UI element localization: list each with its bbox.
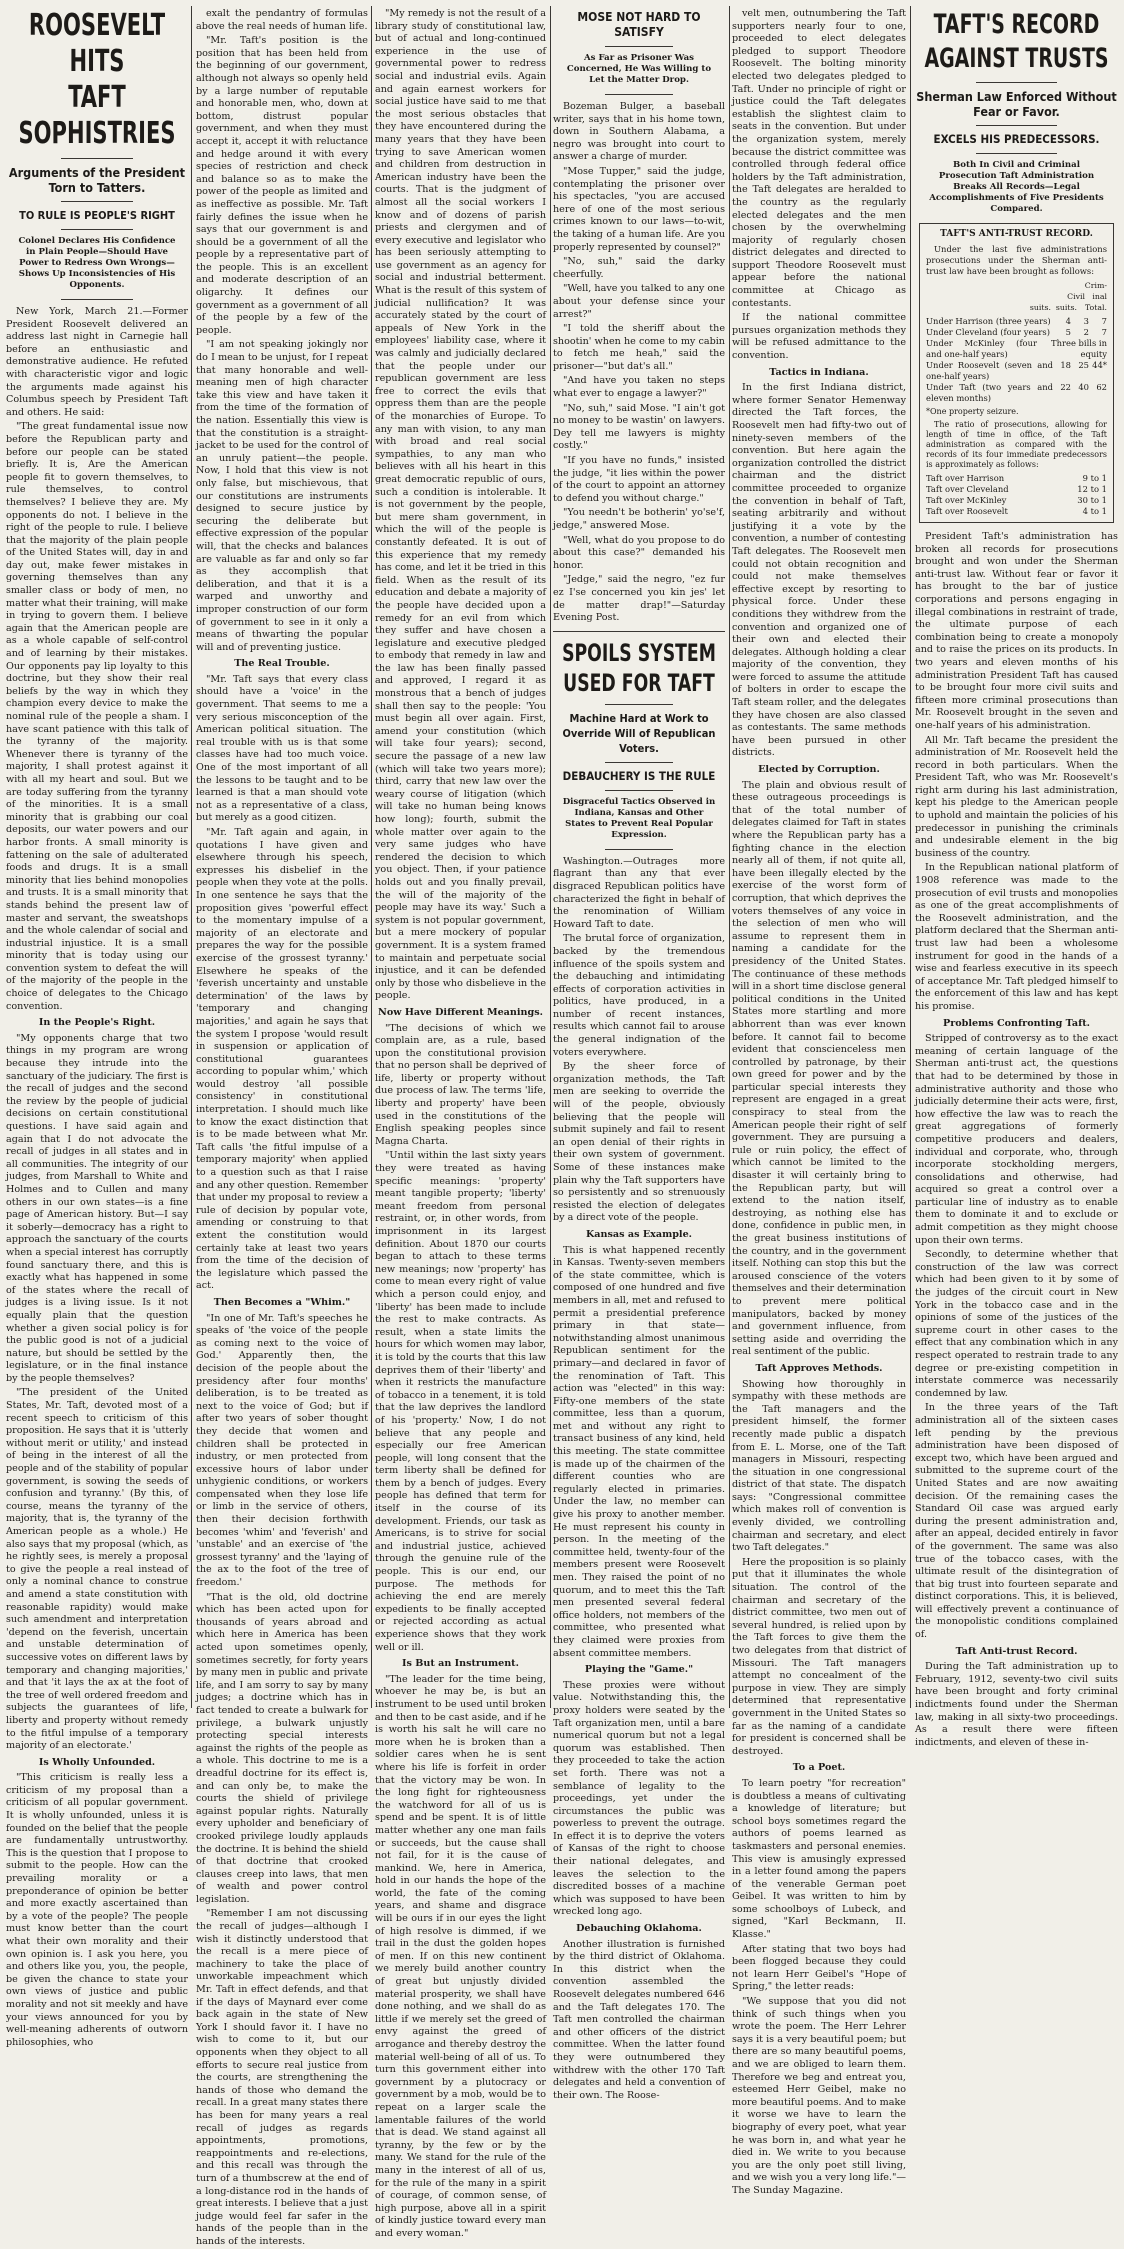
headline-line: ROOSEVELT HITS <box>28 8 166 79</box>
paragraph: Bozeman Bulger, a baseball writer, says that in his home town, down in Southern Alabama, a negro was brought into court to answer a charge of murder. <box>553 101 725 163</box>
table-row <box>926 327 1107 338</box>
paragraph: "Until within the last sixty years they were treated as having specific meanings: 'property' meant tangible property; 'liberty' meant freedom from personal restraint, or, in other words, from imprisonment in its largest definition. About 1870 our courts began to attach to these terms new meanings; now 'property' has come to mean every right of value which a person could enjoy, and 'liberty' has been made to include the rest to make contracts. As result, when a state limits the hours for which women may labor, it is told by the courts that this law deprives them of their 'liberty' and when it restricts the manufacture of tobacco in a tenement, it is told that the law deprives the landlord of his 'property.' Now, I do not believe that any people and especially our free American people, will long consent that the term liberty shall be defined for them by a bench of judges. Every people has defined that term for itself in the course of its development. Friends, our task as Americans, is to strive for social and industrial justice, achieved through the genuine rule of the people. This is our end, our purpose. The methods for achieving the end are merely expedients to be finally accepted or rejected according as actual experience shows that they work well or ill. <box>375 1150 546 1653</box>
divider <box>61 201 134 202</box>
paragraph: "My remedy is not the result of a library study of constitutional law, but of actual and long-continued experience in the use of governmental power to redress social and industrial evils. Again and again earnest workers for social justice have said to me that the most serious obstacles that they have encountered during the many years that they have been trying to save American women and children from destruction in American industry have been the courts. That is the judgment of almost all the social workers I know and of dozens of parish priests and clergymen and of every executive and legislator who has been seriously attempting to use government as an agency for social and industrial betterment. What is the result of this system of judicial nullification? It was accurately stated by the court of appeals of New York in the employees' liability case, where it was calmly and judicially declared that the people under our republican government are less free to correct the evils that oppress them than are the people of the monarchies of Europe. To any man with vision, to any man with broad and real social sympathies, to any man who believes with all his heart in this great democratic republic of ours, such a condition is intolerable. It is not government by the people, but mere sham government, in which the will of the people is constantly defeated. It is out of this experience that my remedy has come, and let it be tried in this field. When as the result of its education and debate a majority of the people have decided upon a remedy for an evil from which they suffer and have chosen a legislature and executive pledged to embody that remedy in law and the law has been finally passed and approved, I regard it as monstrous that a bench of judges shall then say to the people: 'You must begin all over again. First, amend your constitution (which will take four years); second, secure the passage of a new law (which will take two years more); third, carry that new law over the weary course of litigation (which will take no human being knows how long); fourth, submit the whole matter over again to the very same judges who have rendered the decision to which you object. Then, if your patience holds out and you finally prevail, the will of the majority of the people may have its way.' Such a system is not popular government, but a mere mockery of popular government. It is a system framed to maintain and perpetuate social injustice, and it can be defended only by those who disbelieve in the people. <box>375 8 546 1002</box>
table-row <box>926 360 1107 382</box>
table-row <box>926 316 1107 327</box>
column-4 <box>553 8 725 2101</box>
paragraph: "Mr. Taft's position is the position that has been held from the beginning of our government, although not always so openly held by a large number of reputable and honorable men, who, down at bottom, distrust popular government, and when they must accept it, accept it with reluctance and hedge around it with every species of restriction and check and balance so as to make the power of the people as limited and as ineffective as possible. Mr. Taft fairly defines the issue when he says that our government is and should be a government of all the people by a representative part of the people. This is an excellent and moderate description of an oligarchy. It defines our government as a government of all of the people by a few of the people. <box>196 35 368 336</box>
paragraph: exalt the pendantry of formulas above the real needs of human life. <box>196 8 368 32</box>
subhead: Sherman Law Enforced Without Fear or Favor. <box>916 89 1117 119</box>
total-value: 7 <box>1101 327 1107 337</box>
paragraph: These proxies were without value. Notwithstanding this, the proxy holders were seated by the Taft organization men, until a bare numerical quorum but not a legal quorum was established. Then they proceeded to take the action set forth. There was not a semblance of legality to the proceedings, yet under the circumstances the public was powerless to prevent the outrage. In effect it is to deprive the voters of Kansas of the right to choose their national delegates, and leaves the selection to the discredited bosses of a machine which was supposed to have been wrecked long ago. <box>553 1679 725 1918</box>
headline-line: SPOILS SYSTEM <box>562 638 716 667</box>
section-heading: Problems Confronting Taft. <box>942 1017 1091 1029</box>
paragraph: "Mr. Taft says that every class should have a 'voice' in the government. That seems to me a very serious misconception of the American political situation. The real trouble with us is that some classes have had too much voice. One of the most important of all the lessons to be taught and to be learned is that a man should vote not as a representative of a class, but merely as a good citizen. <box>196 673 368 824</box>
paragraph: "I told the sheriff about the shootin' when he come to my cabin to fetch me heah," said the prisoner—"but dat's all." <box>553 323 725 372</box>
deck: As Far as Prisoner Was Concerned, He Was Willing to Let the Matter Drop. <box>566 53 712 85</box>
ratio-value: 30 to 1 <box>1077 495 1107 505</box>
total-value: 44* <box>1092 360 1107 370</box>
row-label: Under Harrison (three years) <box>926 316 1051 326</box>
table-header-row <box>926 302 1107 313</box>
headline-line: USED FOR TAFT <box>563 668 715 697</box>
ratio-label: Taft over Roosevelt <box>926 506 1008 516</box>
deck: Disgraceful Tactics Observed in Indiana, Kansas and Other States to Prevent Real Popular Expression. <box>562 796 716 840</box>
paragraph: Here the proposition is so plainly put that it illuminates the whole situation. The control of the chairman and secretary of the district committee, two men out of several hundred, is relied upon by the Taft forces to give them the two delegates from that district of Missouri. The Taft managers attempt no concealment of the purpose in view. They are simply determined that representative government in the United States so far as the naming of a candidate for president is concerned shall be destroyed. <box>732 1556 906 1757</box>
table-header-row <box>926 280 1107 291</box>
divider <box>976 153 1057 154</box>
table-header: inal <box>1092 292 1107 301</box>
row-label: Under Taft (two years and eleven months) <box>926 382 1053 403</box>
ratio-row <box>926 473 1107 484</box>
row-label: Under Cleveland (four years) <box>926 327 1050 337</box>
criminal-value: 2 <box>1083 327 1089 337</box>
section-heading: Is But an Instrument. <box>402 1658 519 1670</box>
section-heading: Taft Approves Methods. <box>755 1362 883 1374</box>
paragraph: "The decisions of which we complain are, as a rule, based upon the constitutional provision that no person shall be deprived of life, liberty or property without due process of law. The terms 'life, liberty and property' have been used in the constitutions of the English speaking peoples since Magna Charta. <box>375 1022 546 1147</box>
divider <box>61 229 134 230</box>
paragraph: Secondly, to determine whether that construction of the law was correct which had been given to it by some of the judges of the circuit court in New York in the tobacco case and in the opinions of some of the justices of the supreme court in other cases to the effect that any combination which in any respect operated to restrain trade to any degree or pre-existing competition in interstate commerce was necessarily condemned by law. <box>915 1249 1118 1399</box>
ratio-value: 9 to 1 <box>1082 473 1107 483</box>
row-label: Under Roosevelt (seven and one-half years) <box>926 360 1053 381</box>
paragraph: In the three years of the Taft administration all of the sixteen cases left pending by the previous administration have been disposed of except two, which have been argued and submitted to the supreme court of the United States and are now awaiting decision. Of the remaining cases the Standard Oil case was argued early during the present administration and, after an appeal, decided entirely in favor of the government. The same was also true of the tobacco cases, with the ultimate result of the disintegration of that big trust into fourteen separate and distinct corporations. This, it is believed, will effectively prevent a continuance of the monopolistic conditions complained of. <box>915 1402 1118 1641</box>
section-heading: Tactics in Indiana. <box>769 366 869 378</box>
paragraph: velt men, outnumbering the Taft supporters nearly four to one, proceeded to elect delegates pledged to support Theodore Roosevelt. The bolting minority elected two delegates pledged to Taft. Under no principle of right or justice could the Taft delegates establish the slightest claim to seats in the convention. But under the organization system, merely because the district committee was controlled through federal office holders by the Taft administration, the Taft delegates are heralded to the country as the regularly elected delegates and the men chosen by the overwhelming majority of regularly chosen district delegates and directed to support Theodore Roosevelt must appear before the national committee at Chicago as contestants. <box>732 8 906 309</box>
paragraph: "No, suh," said Mose. "I ain't got no money to be wastin' on lawyers. Dey tell me lawyers is mighty costly." <box>553 402 725 452</box>
paragraph: "And have you taken no steps what ever to engage a lawyer?" <box>553 375 725 400</box>
paragraph: After stating that two boys had been flogged because they could not learn Herr Geibel's "Hope of Spring," the letter reads: <box>732 1943 906 1993</box>
table-header: Civil <box>1067 292 1085 301</box>
paragraph: "I am not speaking jokingly nor do I mean to be unjust, for I repeat that many honorable and well-meaning men of high character take this view and have taken it from the time of the formation of the nation. Essentially this view is that the constitution is a straight-jacket to be used for the control of an unruly patient—the people. Now, I hold that this view is not only false, but mischievous, that our constitutions are instruments designed to secure justice by securing the deliberate but effective expression of the popular will, that the checks and balances are valuable as far and only so far as they accomplish that deliberation, and that it is a warped and unworthy and improper construction of our form of government to see in it only a means of thwarting the popular will and of preventing justice. <box>196 339 368 653</box>
deck: Both In Civil and Criminal Prosecution Taft Administration Breaks All Records—Legal Accomplishments of Five Presidents Compared. <box>929 160 1104 214</box>
column-rule <box>550 6 551 1708</box>
divider <box>61 299 134 300</box>
divider <box>605 94 674 95</box>
paragraph: To learn poetry "for recreation" is doubtless a means of cultivating a knowledge of literature; but school boys sometimes regard the authors of poems learned as taskmasters and personal enemies. This view is amusingly expressed in a letter found among the papers of the venerable German poet Geibel. It was written to him by some schoolboys of Lubeck, and signed, "Karl Beckmann, II. Klasse." <box>732 1777 906 1941</box>
paragraph: "If you have no funds," insisted the judge, "it lies within the power of the court to appoint an attorney to defend you without charge." <box>553 455 725 504</box>
row-label: Under McKinley (four and one-half years) <box>926 338 1037 359</box>
column-3 <box>375 8 546 2239</box>
section-heading: Taft Anti-trust Record. <box>955 1645 1078 1657</box>
paragraph: "Mr. Taft again and again, in quotations I have given and elsewhere through his speech, expresses his disbelief in the people when they vote at the polls. In one sentence he says that the proposition gives 'powerful effect to the momentary impulse of a majority of an electorate and prepares the way for the possible exercise of the grossest tyranny.' Elsewhere he speaks of the 'feverish uncertainty and unstable determination' of the laws by 'temporary and changing majorities,' and again he says that the system I propose 'would result in suspension or application of constitutional guarantees according to popular whim,' which would destroy 'all possible consistency' in constitutional interpretation. I should much like to know the exact distinction that is to be made between what Mr. Taft calls 'the fitful impulse of a temporary majority' when applied to a question such as that I raise and any other question. Remember that under my proposal to review a rule of decision by popular vote, amending or construing to that extent the constitution would certainly take at least two years from the time of the decision of the legislature which passed the act. <box>196 827 368 1292</box>
divider <box>976 82 1057 83</box>
anti-trust-record-table <box>919 223 1114 523</box>
paragraph: President Taft's administration has broken all records for prosecutions brought and won under the Sherman anti-trust law. Without fear or favor it has brought to the bar of justice corporations and persons engaging in illegal combinations in restraint of trade, the ultimate purpose of each combination being to create a monopoly and to raise the prices on its products. In two years and eleven months of his administration President Taft has caused to be brought four more civil suits and fifteen more criminal prosecutions than Mr. Roosevelt brought in the seven and one-half years of his administration. <box>915 531 1118 731</box>
ratio-label: Taft over McKinley <box>926 495 1007 505</box>
paragraph: Stripped of controversy as to the exact meaning of certain language of the Sherman anti-trust act, the questions that had to be determined by those in administrative authority and those who judicially determine their acts were, first, how effective the law was to reach the great aggregations of formerly competitive producers and dealers, individual and corporate, who, through incorporate stockholding mergers, consolidations and otherwise, had acquired so great a control over a particular line of industry as to enable them to dominate it and to exclude or admit competition as they might choose upon their own terms. <box>915 1033 1118 1246</box>
section-heading: To a Poet. <box>792 1762 846 1774</box>
column-rule <box>910 6 911 1708</box>
paragraph: The brutal force of organization, backed by the tremendous influence of the spoils system and the debauching and intimidating effects of corporation activities in politics, have produced, in a number of recent instances, results which cannot fail to arouse the general indignation of the voters everywhere. <box>553 933 725 1058</box>
table-title: TAFT'S ANTI-TRUST RECORD. <box>940 229 1093 239</box>
civil-value: 5 <box>1065 327 1071 337</box>
paragraph: "This criticism is really less a criticism of my proposal than a criticism of all popular government. It is wholly unfounded, unless it is founded on the belief that the people are fundamentally untrustworthy. This is the question that I propose to submit to the people. How can the prevailing morality or a preponderance of opinion be better and more exactly ascertained than by a vote of the people? The people must know better than the court what their own morality and their own opinion is. I ask you here, you and others like you, you, the people, be given the chance to state your own views of justice and public morality and not sit meekly and have your views announced for you by well-meaning adherents of outworn philosophies, who <box>6 1772 188 2048</box>
table-header: suits. <box>1029 303 1051 312</box>
section-heading: Kansas as Example. <box>585 1228 693 1240</box>
paragraph: In the Republican national platform of 1908 reference was made to the prosecution of evil trusts and monopolies as one of the great accomplishments of the Roosevelt administration, and the platform declared that the Sherman anti-trust law had been a wholesome instrument for good in the hands of a wise and fearless executive in its speech of acceptance Mr. Taft pledged himself to the enforcement of this law and has kept his promise. <box>915 862 1118 1012</box>
table-header: suits. <box>1055 303 1077 312</box>
subhead: Arguments of the President Torn to Tatters. <box>8 165 186 195</box>
section-heading: Then Becomes a "Whim." <box>213 1296 351 1308</box>
column-rule <box>371 6 372 1708</box>
civil-value: 18 <box>1060 360 1071 370</box>
section-heading: Now Have Different Meanings. <box>378 1006 543 1018</box>
paragraph: "Well, what do you propose to do about this case?" demanded his honor. <box>553 534 725 571</box>
paragraph: "That is the old, old doctrine which has been acted upon for thousands of years abroad and which here in America has been acted upon sometimes openly, sometimes secretly, for forty years by many men in public and private life, and I am sorry to say by many judges; a doctrine which has in fact tended to create a bulwark for privilege, a bulwark unjustly protecting special interests against the rights of the people as a whole. This doctrine to me is a dreadful doctrine for its effect is, and can only be, to make the courts the shield of privilege against popular rights. Naturally every upholder and beneficiary of crooked privilege loudly applauds the doctrine. It is behind the shield of that doctrine that crooked clauses creep into laws, that men of wealth and power control legislation. <box>196 1591 368 1905</box>
ratio-value: 12 to 1 <box>1077 484 1107 494</box>
paragraph: "My opponents charge that two things in my program are wrong because they intrude into the sanctuary of the judiciary. The first is the recall of judges and the second the review by the people of judicial decisions on certain constitutional questions. I have said again and again that I do not advocate the recall of judges in all states and in all communities. The integrity of our judges, from Marshall to White and Holmes and to Cullen and many others in our own states—is a fine page of American history. But—I say it soberly—democracy has a right to approach the sanctuary of the courts when a special interest has corruptly found sanctuary there, and this is exactly what has happened in some of the states where the recall of judges is a living issue. Is it not equally plain that the question whether a given social policy is for the public good is not of a judicial nature, but should be settled by the legislature, or in the final instance by the people themselves? <box>6 1032 188 1384</box>
paragraph: "Jedge," said the negro, "ez fur ez I'se concerned you kin jes' let de matter drap!"—Saturday Evening Post. <box>553 574 725 624</box>
paragraph: Showing how thoroughly in sympathy with these methods are the Taft managers and the president himself, the former recently made public a dispatch from E. L. Morse, one of the Taft managers in Missouri, respecting the situation in one congressional district of that state. The dispatch says: "Congressional committee which makes roll of convention is evenly divided, we controlling chairman and secretary, and elect two Taft delegates." <box>732 1378 906 1554</box>
subhead: DEBAUCHERY IS THE RULE <box>562 768 716 783</box>
divider <box>553 631 725 632</box>
paragraph: Another illustration is furnished by the third district of Oklahoma. In this district when the convention assembled the Roosevelt delegates numbered 646 and the Taft delegates 170. The Taft men controlled the chairman and other officers of the district committee. When the latter found they were outnumbered they withdrew with the other 170 Taft delegates and held a convention of their own. The Roose- <box>553 1938 725 2101</box>
section-heading: Elected by Corruption. <box>758 764 880 776</box>
paragraph: "In one of Mr. Taft's speeches he speaks of 'the voice of the people as coming next to the voice of God.' Apparently then, the decision of the people about the presidency after four months' deliberation, is to be treated as next to the voice of God; but if after two years of sober thought they decide that women and children shall be protected in industry, or men protected from excessive hours of labor under unhygienic conditions, or workers compensated when they lose life or limb in the service of others, then their decision forthwith becomes 'whim' and 'feverish' and 'unstable' and an exercise of 'the grossest tyranny' and the 'laying of the ax to the foot of the tree of freedom.' <box>196 1312 368 1589</box>
paragraph: All Mr. Taft became the president the administration of Mr. Roosevelt held the record in both particulars. When the President Taft, who was Mr. Roosevelt's right arm during his last administration, kept his pledge to the American people to uphold and maintain the policies of his predecessor in punishing the criminals and undesirable element in the big business of the country. <box>915 734 1118 859</box>
ratio-row <box>926 506 1107 517</box>
table-header-row <box>926 291 1107 302</box>
criminal-value: 25 <box>1078 360 1089 370</box>
column-1 <box>6 8 188 2048</box>
subhead: TO RULE IS PEOPLE'S RIGHT <box>19 209 175 222</box>
divider <box>605 762 674 763</box>
table-header: Total. <box>1084 303 1107 312</box>
paragraph: "No, suh," said the darky cheerfully. <box>553 256 725 280</box>
column-rule <box>191 6 192 1708</box>
divider <box>61 158 134 159</box>
table-row <box>926 338 1107 360</box>
subhead: EXCELS HIS PREDECESSORS. <box>933 132 1100 146</box>
paragraph: "The president of the United States, Mr. Taft, devoted most of a recent speech to criticism of this proposition. He says that it is 'utterly without merit or utility,' and instead of being in the interest of all the people and of the stability of popular government, is sowing the seeds of confusion and tyranny.' (By this, of course, means the tyranny of the majority, that is, the tyranny of the American people as a whole.) He also says that my proposal (which, as he rightly sees, is merely a proposal to give the people a real instead of only a nominal chance to construe and amend a state constitution with reasonable rapidity) would make such amendment and interpretation 'depend on the feverish, uncertain and unstable determination of successive votes on different laws by temporary and changing majorities,' and that 'it lays the ax at the foot of the tree of well ordered freedom and subjects the guarantees of life, liberty and property without remedy to the fitful impulse of a temporary majority of an electorate.' <box>6 1387 188 1752</box>
divider <box>605 790 674 791</box>
ratio-intro: The ratio of prosecutions, allowing for length of time in office, of the Taft administration as compared with the records of its four immediate predecessors is approximately as follows: <box>926 420 1107 469</box>
paragraph: During the Taft administration up to February, 1912, seventy-two civil suits have been brought and forty criminal indictments found under the Sherman law, making in all sixty-two proceedings. As a result there were fifteen indictments, and eleven of these in- <box>915 1661 1118 1748</box>
column-5 <box>732 8 906 2196</box>
ratio-row <box>926 484 1107 495</box>
paragraph: New York, March 21.—Former President Roosevelt delivered an address last night in Carnegie hall before an enthusiastic and demonstrative audience. He refuted with characteristic vigor and logic the arguments made against his Columbus speech by President Taft and others. He said: <box>6 306 188 418</box>
table-row <box>926 382 1107 404</box>
headline: MOSE NOT HARD TO SATISFY <box>577 10 701 39</box>
paragraph: This is what happened recently in Kansas. Twenty-seven members of the state committee, which is composed of one hundred and five members in all, met and refused to permit a presidential preference primary in that state—notwithstanding almost unanimous Republican sentiment for the primary—and declared in favor of the renomination of Taft. This action was "elected" in this way: Fifty-one members of the state committee, less than a quorum, met and without any right to transact business of any kind, held this meeting. The state committee is made up of the chairmen of the different counties who are regularly elected in primaries. Under the law, no member can give his proxy to another member. He must represent his county in person. In the meeting of the committee held, twenty-four of the members present were Roosevelt men. They raised the point of no quorum, and to meet this the Taft men presented several federal office holders, not members of the committee, who presented what they claimed were proxies from absent committee members. <box>553 1244 725 1659</box>
ratio-row <box>926 495 1107 506</box>
paragraph: "The leader for the time being, whoever he may be, is but an instrument to be used until broken and then to be cast aside, and if he is worth his salt he will care no more when he is broken than a soldier cares when he is sent where his life is forfeit in order that the victory may be won. In the long fight for righteousness the watchword for all of us is spend and be spent. It is of little matter whether any one man fails or succeeds, but the cause shall not fail, for it is the cause of mankind. We, here in America, hold in our hands the hope of the world, the fate of the coming years, and shame and disgrace will be ours if in our eyes the light of high resolve is dimmed, if we trail in the dust the golden hopes of men. If on this new continent we merely build another country of great but unjustly divided material prosperity, we shall have done nothing, and we shall do as little if we merely set the greed of envy against the greed of arrogance and thereby destroy the material well-being of all of us. To turn this government either into government by a plutocracy or government by a mob, would be to repeat on a larger scale the lamentable failures of the world that is dead. We stand against all tyranny, by the few or by the many. We stand for the rule of the many in the interest of all of us, for the rule of the many in a spirit of courage, of common sense, of high purpose, above all in a spirit of kindly justice toward every man and every woman." <box>375 1673 546 2239</box>
paragraph: "Mose Tupper," said the judge, contemplating the prisoner over his spectacles, "you are accused here of one of the most serious crimes known to our laws—to-wit, the taking of a human life. Are you properly represented by counsel?" <box>553 165 725 253</box>
paragraph: "Well, have you talked to any one about your defense since your arrest?" <box>553 283 725 320</box>
total-value: 7 <box>1101 316 1107 326</box>
subhead: Machine Hard at Work to Override Will of Republican Voters. <box>562 711 716 755</box>
section-heading: In the People's Right. <box>38 1017 156 1029</box>
ratio-label: Taft over Harrison <box>926 473 1005 483</box>
paragraph: "The great fundamental issue now before the Republican party and before our people can be stated briefly. It is, Are the American people fit to govern themselves, to rule themselves, to control themselves? I believe they are. My opponents do not. I believe in the right of the people to rule. I believe that the majority of the plain people of the United States will, day in and day out, make fewer mistakes in governing themselves than any smaller class or body of men, no matter what their training, will make in trying to govern them. I believe again that the American people are as a whole capable of self-control and of learning by their mistakes. Our opponents pay lip loyalty to this doctrine, but they show their real beliefs by the way in which they champion every device to make the nominal rule of the people a sham. I have scant patience with this talk of the tyranny of the majority. Whenever there is tyranny of the majority, I shall protest against it with all my heart and soul. But we are today suffering from the tyranny of the minorities. It is a small minority that is grabbing our coal deposits, our water powers and our harbor fronts. A small minority is fattening on the sale of adulterated foods and drugs. It is a small minority that lies behind monopolies and trusts. It is a small minority that stands behind the present law of master and servant, the sweatshops and the whole calendar of social and industrial injustice. It is a small minority that is today using our convention system to defeat the will of the majority of the people in the choice of delegates to the Chicago convention. <box>6 421 188 1012</box>
paragraph: The plain and obvious result of these outrageous proceedings is that of the total number of delegates claimed for Taft in states where the Republican party has a fighting chance in the election nearly all of them, if not quite all, have been illegally elected by the exercise of the worst form of corruption, that which deprives the voters themselves of any voice in the selection of men who will assume to represent them in naming a candidate for the presidency of the United States. The continuance of these methods will in a short time disclose general political conditions in the United States more startling and more abhorrent than was ever known before. It cannot fail to become evident that conscienceless men controlled by patronage, by their own greed for power and by the particular special interests they represent are engaged in a great conspiracy to steal from the American people their right of self government. They are pursuing a rule or ruin policy, the effect of which cannot be limited to the disaster it will certainly bring to the Republican party, but will extend to the nation itself, destroying, as nothing else has done, confidence in public men, in the great business institutions of the country, and in the government itself. Nothing can stop this but the aroused conscience of the voters themselves and their determination to prevent mere political manipulators, backed by money and government influence, from setting aside and overriding the real sentiment of the public. <box>732 779 906 1358</box>
section-heading: The Real Trouble. <box>234 658 330 670</box>
criminal-value: Three bills in equity <box>1051 338 1107 359</box>
headline-line: TAFT SOPHISTRIES <box>18 80 176 151</box>
criminal-value: 40 <box>1078 382 1089 392</box>
headline-line: TAFT'S RECORD <box>933 9 1100 40</box>
criminal-value: 3 <box>1083 316 1089 326</box>
section-heading: Debauching Oklahoma. <box>576 1923 702 1935</box>
table-header: Crim- <box>1084 281 1107 290</box>
column-2 <box>196 8 368 2247</box>
table-footnote: *One property seizure. <box>926 407 1019 416</box>
civil-value: 4 <box>1065 316 1071 326</box>
section-heading: Playing the "Game." <box>584 1664 694 1676</box>
divider <box>605 704 674 705</box>
divider <box>976 125 1057 126</box>
paragraph: In the first Indiana district, where former Senator Hemenway directed the Taft forces, the Roosevelt men had fifty-two out of ninety-seven members of the convention. But here again the organization controlled the district chairman and the district committee proceeded to organize the convention in behalf of Taft, seating arbitrarily and without justifying it a vote by the convention, a number of contesting Taft delegates. The Roosevelt men could not obtain recognition and could not make themselves effective except by resorting to physical force. Under these conditions they withdrew from the convention and organized one of their own and elected their delegates. Although holding a clear majority of the convention, they were forced to assume the attitude of bolters in order to escape the Taft steam roller, and the delegates they have chosen are also classed as contestants. The same methods have been pursued in other districts. <box>732 382 906 759</box>
divider <box>605 46 674 47</box>
column-6 <box>915 8 1118 1748</box>
table-intro: Under the last five administrations prosecutions under the Sherman anti-trust law have been brought as follows: <box>926 244 1107 276</box>
headline-line: AGAINST TRUSTS <box>924 43 1109 74</box>
paragraph: "Remember I am not discussing the recall of judges—although I wish it distinctly understood that the recall is a mere piece of machinery to take the place of unworkable impeachment which Mr. Taft in effect defends, and that if the days of Maynard ever come back again in the state of New York I should favor it. I have no wish to come to it, but our opponents when they object to all efforts to secure real justice from the courts, are strengthening the hands of those who demand the recall. In a great many states there has been for many years a real recall of judges as regards appointments, promotions, reappointments and re-elections, and this recall was through the turn of a thumbscrew at the end of a long-distance rod in the hands of great interests. I believe that a just judge would feel far safer in the hands of the people than in the hands of the interests. <box>196 1908 368 2247</box>
ratio-value: 4 to 1 <box>1082 506 1107 516</box>
paragraph: "You needn't be botherin' yo'se'f, jedge," answered Mose. <box>553 507 725 531</box>
total-value: 62 <box>1096 382 1107 392</box>
paragraph: If the national committee pursues organization methods they will be refused admittance to the convention. <box>732 312 906 362</box>
section-heading: Is Wholly Unfounded. <box>38 1756 156 1768</box>
paragraph: By the sheer force of organization methods, the Taft men are seeking to override the will of the people, obviously believing that the people will submit supinely and fail to resent an open denial of their rights in their own system of government. Some of these instances make plain why the Taft supporters have so persistently and so strenuously resisted the election of delegates by a direct vote of the people. <box>553 1061 725 1224</box>
paragraph: Washington.—Outrages more flagrant than any that ever disgraced Republican politics have characterized the fight in behalf of the renomination of William Howard Taft to date. <box>553 855 725 930</box>
divider <box>605 849 674 850</box>
paragraph: "We suppose that you did not think of such things when you wrote the poem. The Herr Lehrer says it is a very beautiful poem; but there are so many beautiful poems, and we are obliged to learn them. Therefore we beg and entreat you, esteemed Herr Geibel, make no more beautiful poems. And to make it worse we have to learn the biography of every poet, what year he was born in, and what year he died in. We write to you because you are the only poet still living, and we wish you a very long life."—The Sunday Magazine. <box>732 1996 906 2196</box>
deck: Colonel Declares His Confidence in Plain People—Should Have Power to Redress Own Wrongs—Shows Up Inconsistencies of His Opponents. <box>18 236 176 290</box>
civil-value: 22 <box>1060 382 1071 392</box>
column-rule <box>729 6 730 1708</box>
ratio-label: Taft over Cleveland <box>926 484 1009 494</box>
